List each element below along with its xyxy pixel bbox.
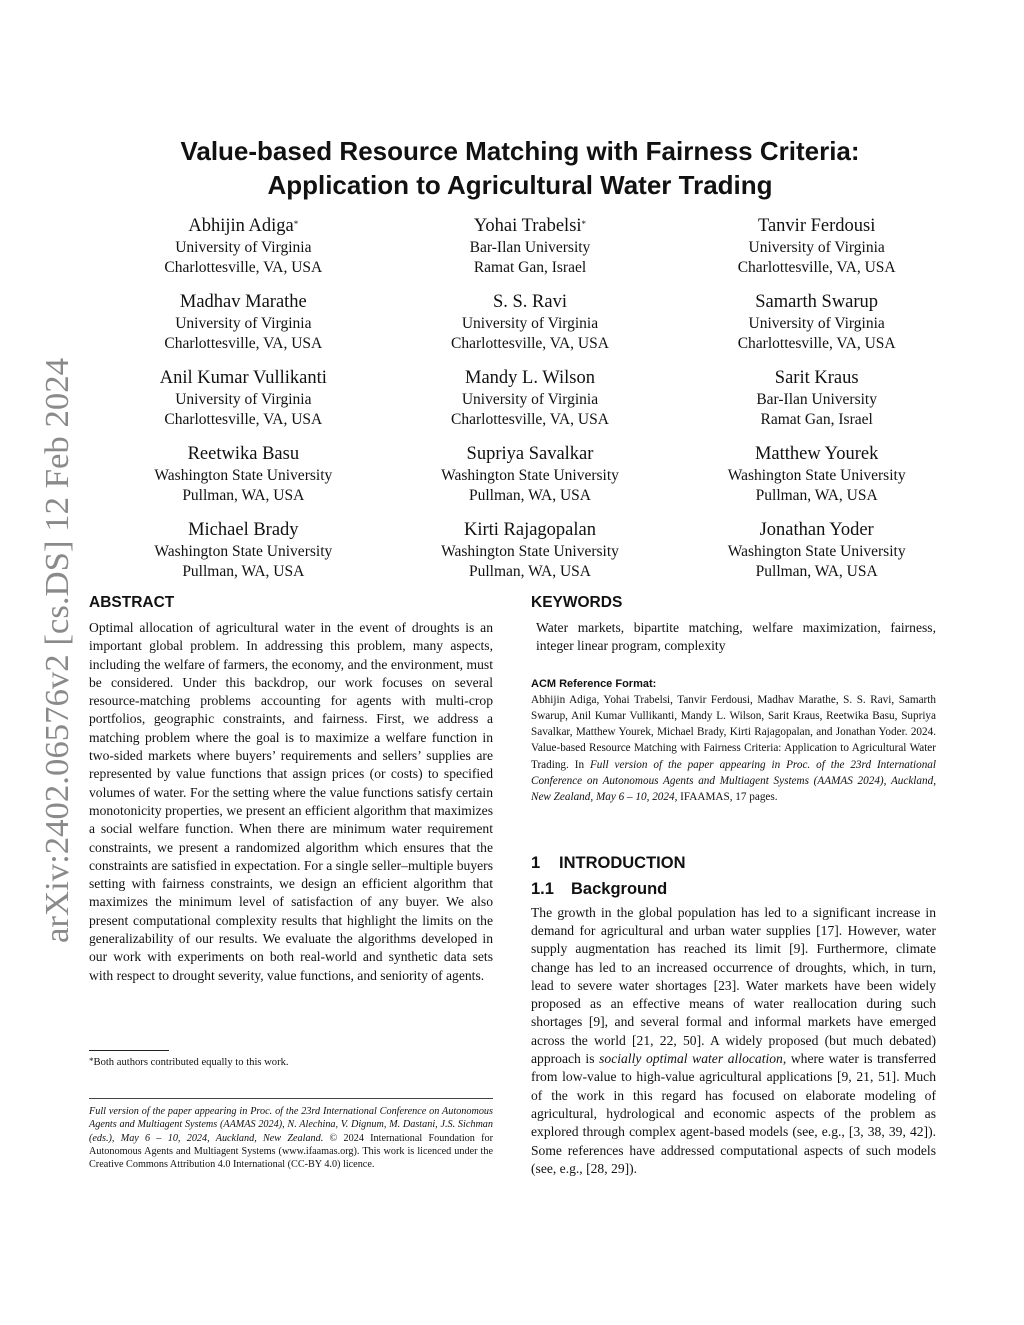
background-text-2: , where water is transferred from low-value to high-value agricultural applications [9, 21, 51]. Much of the work in this regard has focused on elaborate modeling of agricultural, hydrological and economic aspects of the problem as explored through complex agent-based models (see, e.g., [3, 38, 39, 42]). Some references have addressed computational aspects of such models (see, e.g., [28, 29]). xyxy=(531,1051,937,1176)
author-affiliation: Bar-Ilan University xyxy=(469,239,591,256)
author-affiliation: University of Virginia xyxy=(175,391,312,408)
author-location: Charlottesville, VA, USA xyxy=(164,259,323,276)
author-name: Abhijin Adiga xyxy=(188,216,294,236)
background-number: 1.1 xyxy=(531,879,554,898)
author-card xyxy=(387,442,674,518)
author-affiliation: Washington State University xyxy=(154,543,333,560)
author-footnote-mark: * xyxy=(293,219,299,229)
left-column xyxy=(89,592,493,985)
author-card xyxy=(387,214,674,290)
introduction-title: INTRODUCTION xyxy=(559,853,686,872)
author-name: Kirti Rajagopalan xyxy=(463,520,596,540)
keywords-text: Water markets, bipartite matching, welfare maximization, fairness, integer linear program, complexity xyxy=(536,620,936,654)
author-location: Ramat Gan, Israel xyxy=(473,259,587,276)
author-card xyxy=(387,290,674,366)
author-footnote-mark: * xyxy=(581,219,587,229)
author-name: Reetwika Basu xyxy=(187,444,300,464)
author-location: Pullman, WA, USA xyxy=(468,563,591,580)
author-card xyxy=(673,214,960,290)
author-card xyxy=(673,518,960,594)
background-text-1: The growth in the global population has led to a significant increase in demand for agricultural and urban water supplies [17]. However, water supply augmentation has reached its limit [9]. Furthermore, climate change has led to an increased occurrence of droughts, which, in turn, lead to severe water shortages [23]. Water markets have been widely proposed as an effective means of water reallocation during such shortages [9], and several formal and informal markets have emerged across the world [21, 22, 50]. A widely proposed (but much debated) approach is xyxy=(531,904,936,1067)
author-affiliation: University of Virginia xyxy=(748,315,885,332)
author-location: Charlottesville, VA, USA xyxy=(164,335,323,352)
author-name: Matthew Yourek xyxy=(754,444,879,464)
author-name: Madhav Marathe xyxy=(179,292,307,312)
author-affiliation: University of Virginia xyxy=(175,315,312,332)
author-card xyxy=(100,214,387,290)
author-location: Pullman, WA, USA xyxy=(468,487,591,504)
acm-reference-text xyxy=(531,692,936,806)
paper-title xyxy=(110,134,930,202)
author-block xyxy=(100,214,960,594)
author-name: Sarit Kraus xyxy=(774,368,859,388)
author-name: Samarth Swarup xyxy=(755,292,879,312)
author-name: Mandy L. Wilson xyxy=(465,368,595,388)
author-location: Charlottesville, VA, USA xyxy=(737,259,896,276)
footnote-text: Both authors contributed equally to this work. xyxy=(93,1057,289,1068)
conference-divider xyxy=(89,1098,493,1099)
arxiv-stamp xyxy=(24,355,84,945)
acm-reference-venue: Full version of the paper appearing in Proc. of the 23rd International Conference on Autonomous Agents and Multiagent Systems (AAMAS 2024), Auckland, New Zealand, May 6 – 10, 2024 xyxy=(531,758,937,804)
background-heading xyxy=(531,876,936,902)
background-paragraph xyxy=(531,904,936,1178)
abstract-heading: ABSTRACT xyxy=(89,594,175,611)
equal-contribution-footnote xyxy=(89,1056,493,1070)
author-location: Charlottesville, VA, USA xyxy=(451,335,609,352)
author-name: Tanvir Ferdousi xyxy=(757,216,876,236)
author-affiliation: Washington State University xyxy=(154,467,333,484)
author-affiliation: Bar-Ilan University xyxy=(756,391,877,408)
title-line-2: Application to Agricultural Water Trading xyxy=(267,170,773,200)
author-card xyxy=(100,290,387,366)
author-location: Pullman, WA, USA xyxy=(182,487,305,504)
author-location: Pullman, WA, USA xyxy=(755,563,878,580)
author-name: Michael Brady xyxy=(188,520,299,540)
conference-note xyxy=(89,1105,493,1171)
acm-reference-heading: ACM Reference Format: xyxy=(531,677,657,690)
author-name: Supriya Savalkar xyxy=(466,444,594,464)
author-location: Charlottesville, VA, USA xyxy=(451,411,609,428)
right-column xyxy=(531,592,936,1178)
author-affiliation: Washington State University xyxy=(441,543,619,560)
author-affiliation: University of Virginia xyxy=(748,239,885,256)
author-location: Pullman, WA, USA xyxy=(182,563,305,580)
author-card xyxy=(100,518,387,594)
author-name: S. S. Ravi xyxy=(492,292,567,312)
author-card xyxy=(673,366,960,442)
conference-note-plain: © 2024 International Foundation for Autonomous Agents and Multiagent Systems (www.ifaamas.org). This work is licenced under the Creative Commons Attribution 4.0 International (CC-BY 4.0) licence. xyxy=(89,1132,493,1171)
keywords-heading: KEYWORDS xyxy=(531,594,623,611)
author-name: Anil Kumar Vullikanti xyxy=(159,368,327,388)
arxiv-stamp-text: arXiv:2402.06576v2 [cs.DS] 12 Feb 2024 xyxy=(39,370,76,943)
author-affiliation: Washington State University xyxy=(441,467,619,484)
acm-reference-tail: , IFAAMAS, 17 pages. xyxy=(674,791,778,804)
author-affiliation: University of Virginia xyxy=(461,391,599,408)
acm-reference-authors: Abhijin Adiga, Yohai Trabelsi, Tanvir Ferdousi, Madhav Marathe, S. S. Ravi, Samarth Swarup, Anil Kumar Vullikanti, Mandy L. Wilson, Sarit Kraus, Reetwika Basu, Supriya Savalkar, Matthew Yourek, Michael Brady, Kirti Rajagopalan, and Jonathan Yoder. 2024. Value-based Resource Matching with Fairness Criteria: Application to Agricultural Water Trading. In xyxy=(531,693,936,771)
introduction-number: 1 xyxy=(531,853,541,872)
author-affiliation: Washington State University xyxy=(727,467,906,484)
author-location: Charlottesville, VA, USA xyxy=(737,335,896,352)
author-affiliation: University of Virginia xyxy=(461,315,599,332)
author-location: Charlottesville, VA, USA xyxy=(164,411,323,428)
author-name: Yohai Trabelsi xyxy=(473,216,582,236)
author-card xyxy=(387,366,674,442)
author-affiliation: University of Virginia xyxy=(175,239,312,256)
author-card xyxy=(100,442,387,518)
author-card xyxy=(387,518,674,594)
author-affiliation: Washington State University xyxy=(727,543,906,560)
author-card xyxy=(100,366,387,442)
author-location: Ramat Gan, Israel xyxy=(760,411,873,428)
author-card xyxy=(673,442,960,518)
author-card xyxy=(673,290,960,366)
author-location: Pullman, WA, USA xyxy=(755,487,878,504)
title-line-1: Value-based Resource Matching with Fairness Criteria: xyxy=(180,136,860,166)
footnote-mark: * xyxy=(89,1056,94,1066)
background-title: Background xyxy=(571,879,668,898)
background-emphasis: socially optimal water allocation xyxy=(599,1051,783,1067)
footnote-divider xyxy=(89,1050,169,1051)
conference-note-italic: Full version of the paper appearing in Proc. of the 23rd International Conference on Autonomous Agents and Multiagent Systems (AAMAS 2024), N. Alechina, V. Dignum, M. Dastani, J.S. Sichman (eds.), May 6 – 10, 2024, Auckland, New Zealand. xyxy=(89,1106,493,1144)
author-name: Jonathan Yoder xyxy=(759,520,874,540)
introduction-heading xyxy=(531,850,936,876)
abstract-text: Optimal allocation of agricultural water in the event of droughts is an important global problem. In addressing this problem, many aspects, including the welfare of farmers, the economy, and the environment, must be considered. Under this backdrop, our work focuses on several resource-matching problems accounting for agents with multi-crop portfolios, geographic constraints, and fairness. First, we address a matching problem where the goal is to maximize a welfare function in two-sided markets where buyers’ requirements and sellers’ supplies are represented by value functions that assign prices (or costs) to specified volumes of water. For the setting where the value functions satisfy certain monotonicity properties, we present an efficient algorithm that maximizes a social welfare function. When there are minimum water requirement constraints, we present a randomized algorithm which ensures that the constraints are satisfied in expectation. For a single seller–multiple buyers setting with fairness constraints, we design an efficient algorithm that maximizes the minimum level of satisfaction of any buyer. We also present computational complexity results that highlight the limits on the generalizability of our results. We evaluate the algorithms developed in our work with experiments on both real-world and synthetic data sets with respect to drought severity, value functions, and seniority of agents. xyxy=(89,620,493,983)
